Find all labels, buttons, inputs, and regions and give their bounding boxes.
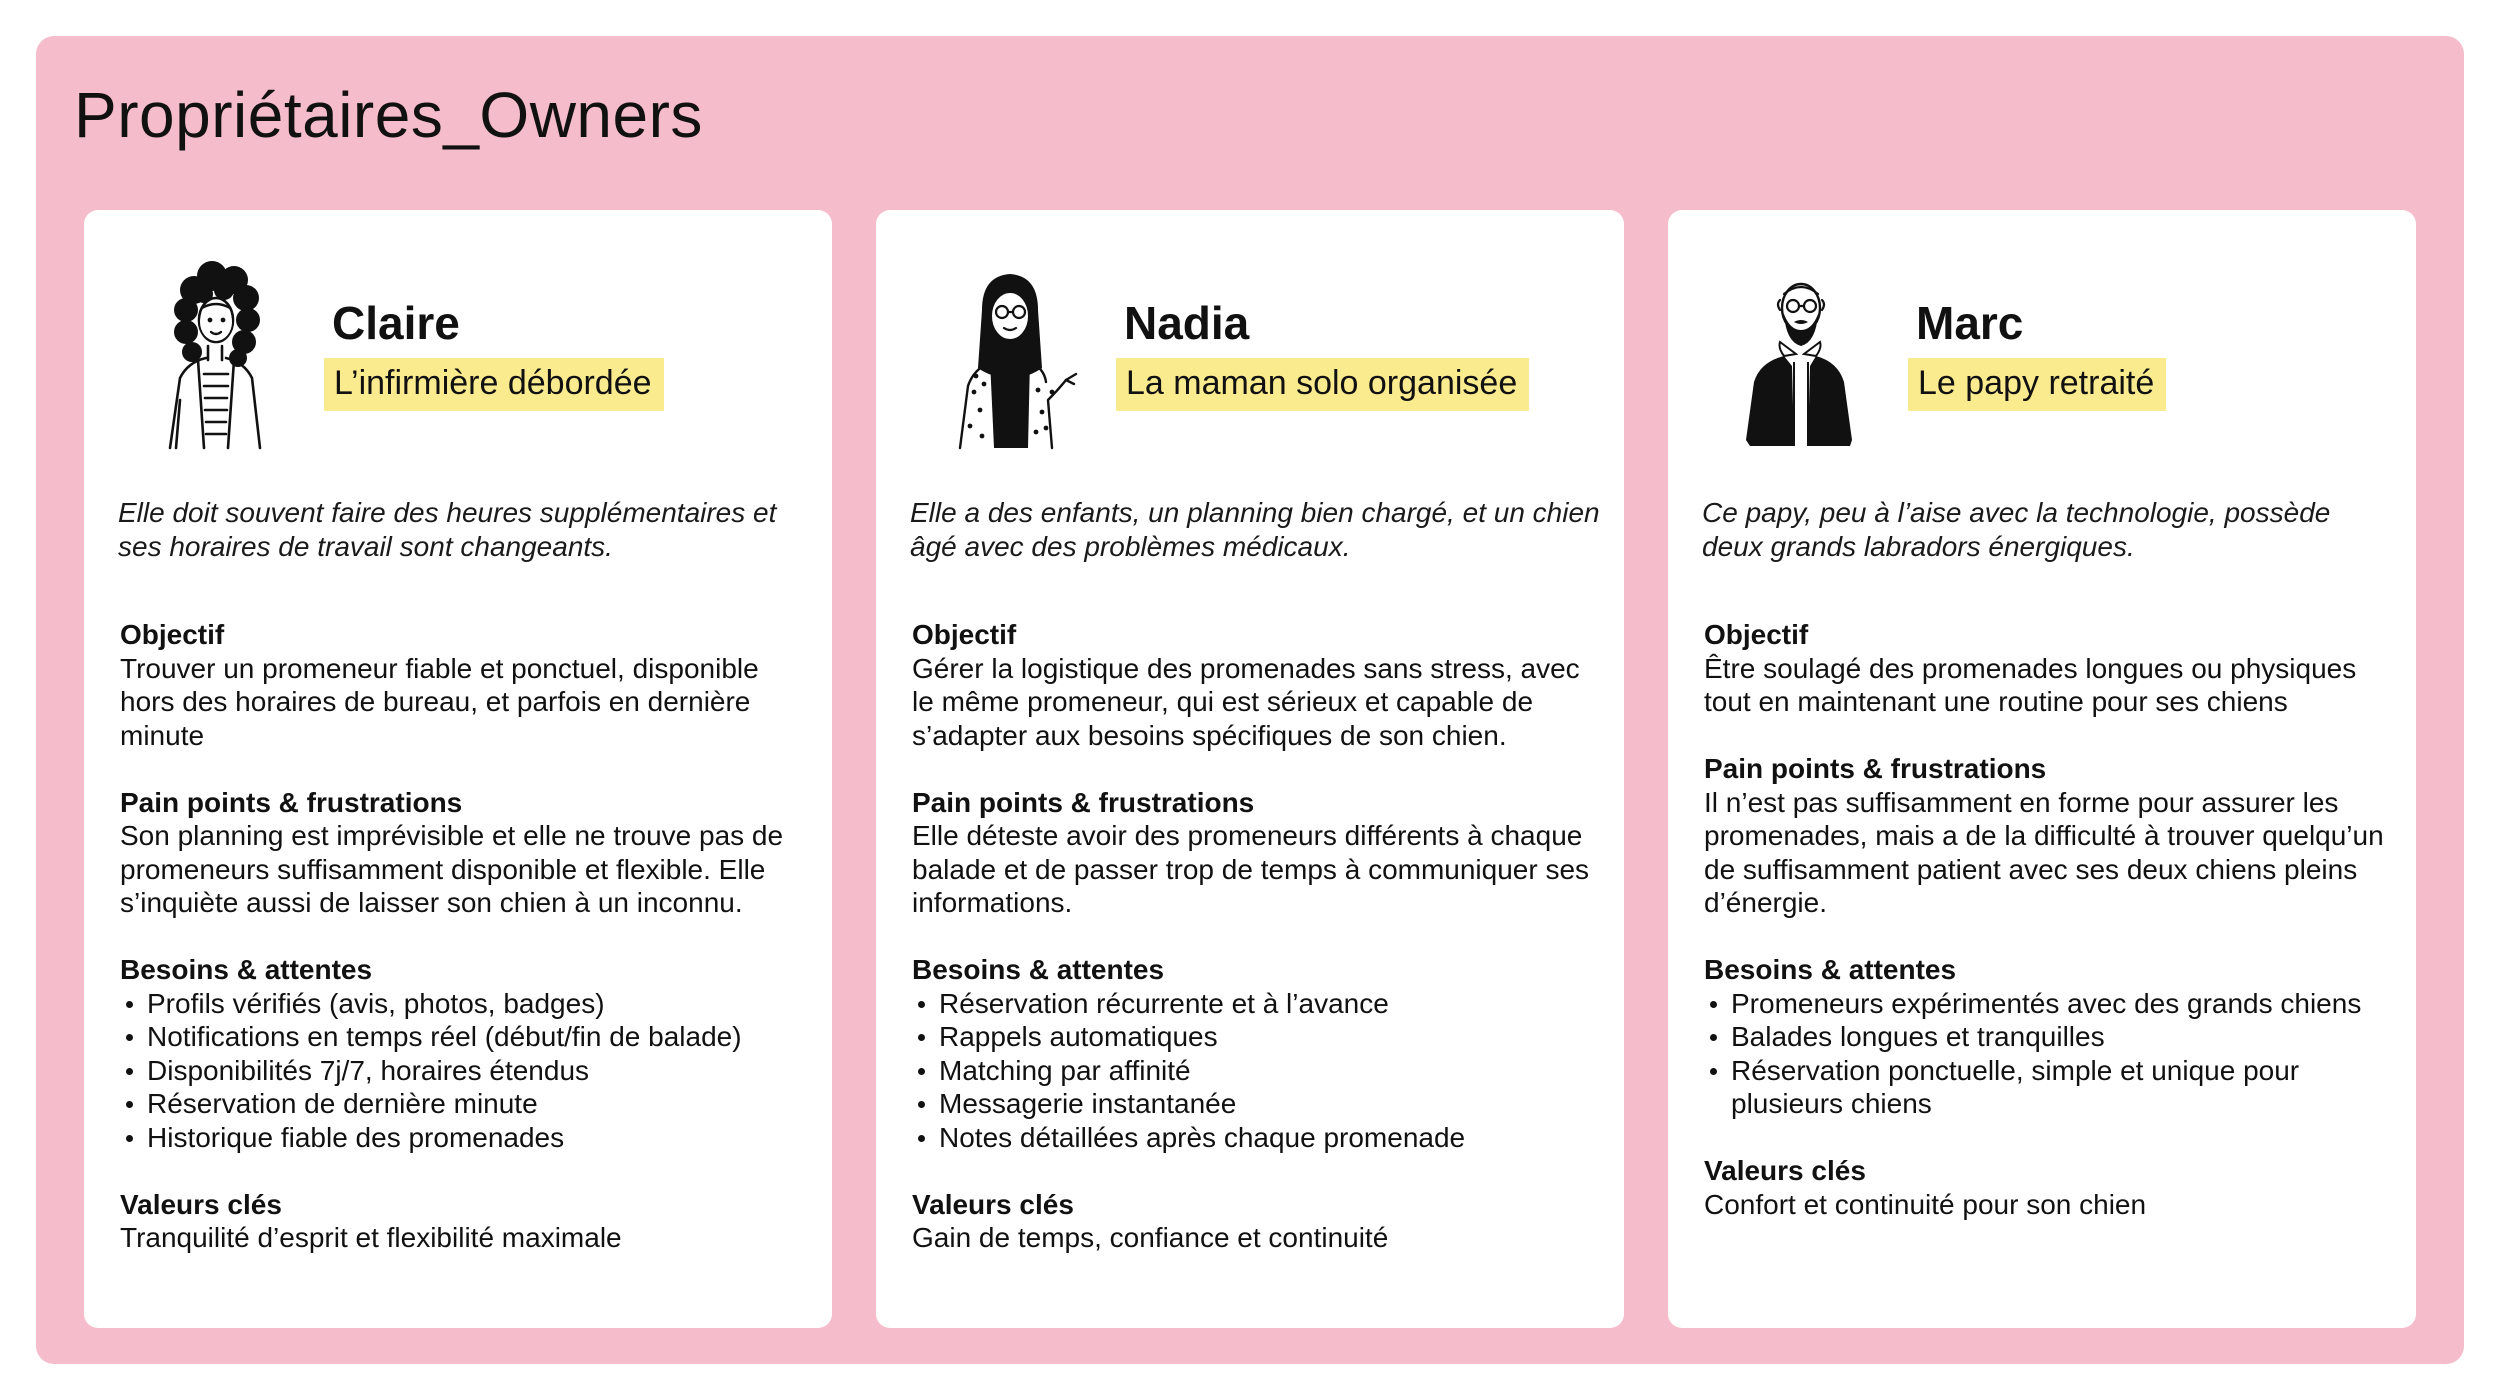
needs-list-item: Notes détaillées après chaque promenade bbox=[912, 1121, 1602, 1155]
persona-card-claire[interactable] bbox=[84, 210, 832, 1328]
curly-haired-woman-avatar-icon bbox=[140, 250, 290, 450]
objective-text: Trouver un promeneur fiable et ponctuel, disponible hors des horaires de bureau, et parfois en dernière minute bbox=[120, 652, 759, 751]
objective-label: Objectif bbox=[912, 619, 1017, 650]
pain-points-label: Pain points & frustrations bbox=[912, 786, 1255, 818]
persona-intro: Elle doit souvent faire des heures supplémentaires et ses horaires de travail sont changeants. bbox=[118, 497, 777, 562]
values-section bbox=[912, 1188, 1602, 1255]
needs-list-item: Profils vérifiés (avis, photos, badges) bbox=[120, 987, 810, 1021]
values-label: Valeurs clés bbox=[912, 1188, 1074, 1220]
needs-section bbox=[120, 953, 810, 1154]
persona-card-nadia[interactable] bbox=[876, 210, 1624, 1328]
persona-card-marc[interactable] bbox=[1668, 210, 2416, 1328]
needs-list-item: Messagerie instantanée bbox=[912, 1087, 1602, 1121]
persona-board bbox=[36, 36, 2464, 1364]
needs-list-item: Réservation récurrente et à l’avance bbox=[912, 987, 1602, 1021]
objective-label: Objectif bbox=[120, 619, 225, 650]
persona-details bbox=[912, 618, 1602, 1288]
pain-points-section bbox=[1704, 752, 2394, 920]
needs-list bbox=[120, 987, 810, 1155]
needs-list-item: Balades longues et tranquilles bbox=[1704, 1020, 2394, 1054]
persona-intro: Ce papy, peu à l’aise avec la technologie, possède deux grands labradors énergiques. bbox=[1702, 497, 2331, 562]
woman-with-hijab-avatar-icon bbox=[932, 250, 1082, 450]
values-section bbox=[1704, 1154, 2394, 1221]
persona-intro: Elle a des enfants, un planning bien chargé, et un chien âgé avec des problèmes médicaux. bbox=[910, 497, 1600, 562]
values-text: Tranquilité d’esprit et flexibilité maximale bbox=[120, 1222, 622, 1253]
bearded-older-man-avatar-icon bbox=[1724, 250, 1874, 450]
objective-section bbox=[120, 618, 810, 752]
needs-list-item: Promeneurs expérimentés avec des grands chiens bbox=[1704, 987, 2394, 1021]
pain-points-section bbox=[120, 786, 810, 920]
needs-list-item: Matching par affinité bbox=[912, 1054, 1602, 1088]
persona-tagline: Le papy retraité bbox=[1908, 358, 2166, 411]
persona-name: Claire bbox=[332, 297, 460, 349]
pain-points-section bbox=[912, 786, 1602, 920]
needs-label: Besoins & attentes bbox=[120, 954, 373, 985]
pain-points-text: Elle déteste avoir des promeneurs différents à chaque balade et de passer trop de temps à communiquer ses informations. bbox=[912, 820, 1590, 918]
objective-section bbox=[912, 618, 1602, 752]
needs-list-item: Disponibilités 7j/7, horaires étendus bbox=[120, 1054, 810, 1088]
needs-section bbox=[1704, 953, 2394, 1121]
needs-list-item: Rappels automatiques bbox=[912, 1020, 1602, 1054]
needs-section bbox=[912, 953, 1602, 1154]
values-text: Gain de temps, confiance et continuité bbox=[912, 1222, 1389, 1253]
persona-details bbox=[1704, 618, 2394, 1255]
persona-details bbox=[120, 618, 810, 1288]
needs-label: Besoins & attentes bbox=[1704, 954, 1957, 985]
needs-list bbox=[1704, 987, 2394, 1121]
pain-points-text: Il n’est pas suffisamment en forme pour assurer les promenades, mais a de la difficulté à trouver quelqu’un de suffisamment patient avec ses deux chiens pleins d’énergie. bbox=[1704, 786, 2384, 918]
pain-points-label: Pain points & frustrations bbox=[1704, 753, 2047, 784]
objective-label: Objectif bbox=[1704, 619, 1809, 650]
board-title: Propriétaires_Owners bbox=[74, 79, 703, 151]
persona-name: Nadia bbox=[1124, 297, 1250, 349]
values-section bbox=[120, 1188, 810, 1255]
needs-list-item: Réservation ponctuelle, simple et unique pour plusieurs chiens bbox=[1704, 1054, 2394, 1121]
values-text: Confort et continuité pour son chien bbox=[1704, 1188, 2147, 1220]
needs-list-item: Historique fiable des promenades bbox=[120, 1121, 810, 1155]
persona-name: Marc bbox=[1916, 297, 2024, 349]
values-label: Valeurs clés bbox=[120, 1188, 282, 1220]
pain-points-label: Pain points & frustrations bbox=[120, 786, 463, 818]
persona-tagline: La maman solo organisée bbox=[1116, 358, 1529, 411]
needs-label: Besoins & attentes bbox=[912, 954, 1165, 985]
pain-points-text: Son planning est imprévisible et elle ne trouve pas de promeneurs suffisamment disponible et flexible. Elle s’inquiète aussi de laisser son chien à un inconnu. bbox=[120, 820, 784, 918]
needs-list bbox=[912, 987, 1602, 1155]
objective-section bbox=[1704, 618, 2394, 719]
objective-text: Gérer la logistique des promenades sans stress, avec le même promeneur, qui est sérieux et capable de s’adapter aux besoins spécifiques de son chien. bbox=[912, 652, 1580, 751]
needs-list-item: Réservation de dernière minute bbox=[120, 1087, 810, 1121]
needs-list-item: Notifications en temps réel (début/fin de balade) bbox=[120, 1020, 810, 1054]
persona-tagline: L’infirmière débordée bbox=[324, 358, 664, 411]
values-label: Valeurs clés bbox=[1704, 1155, 1866, 1186]
objective-text: Être soulagé des promenades longues ou physiques tout en maintenant une routine pour ses chiens bbox=[1704, 652, 2357, 717]
